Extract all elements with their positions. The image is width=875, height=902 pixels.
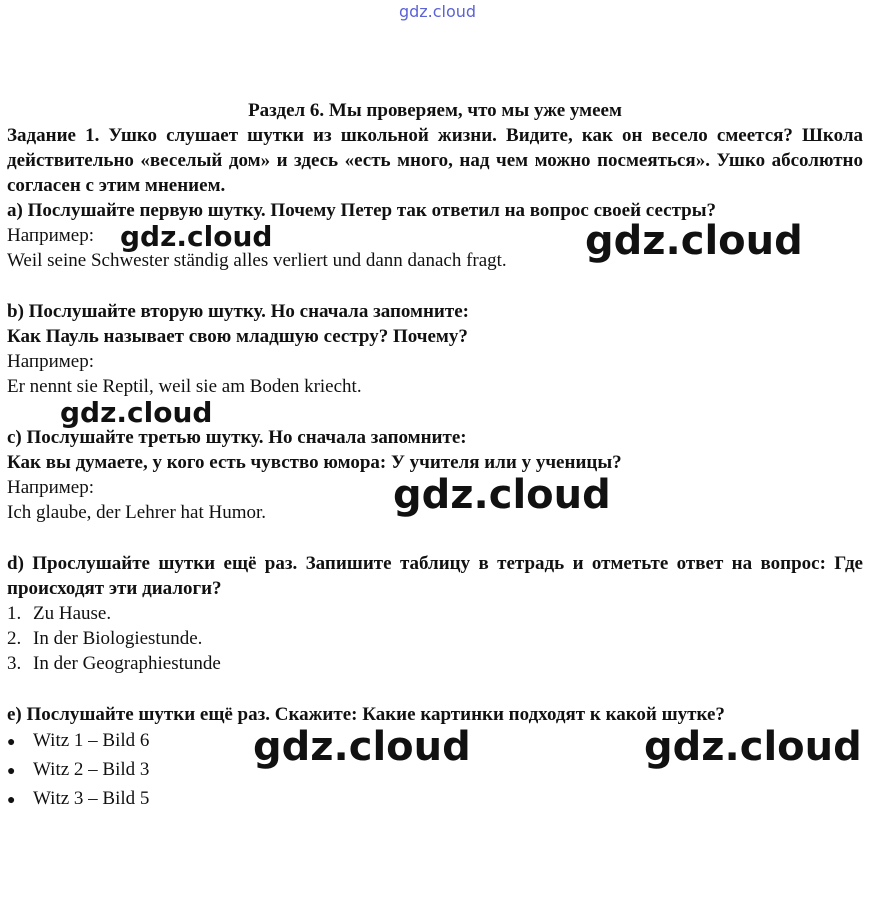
watermark: gdz.cloud (585, 218, 803, 264)
list-item-number: 1. (7, 603, 22, 624)
document-body (7, 98, 863, 814)
section-c-example-label: Например: (7, 477, 94, 498)
section-b-question: Как Пауль называет свою младшую сестру? Почему? (7, 326, 468, 347)
spacer (7, 525, 863, 551)
watermark: gdz.cloud (253, 724, 471, 770)
watermark: gdz.cloud (120, 220, 273, 253)
task-intro: Задание 1. Ушко слушает шутки из школьной жизни. Видите, как он весело смеется? Школа действительно «веселый дом» и здесь «есть много, над чем можно посмеяться». Ушко абсолютно согласен с этим мнением. (7, 125, 863, 196)
list-item-text: In der Geographiestunde (33, 653, 221, 674)
section-e-heading: e) Послушайте шутки ещё раз. Скажите: Какие картинки подходят к какой шутке? (7, 704, 725, 725)
spacer (7, 676, 863, 702)
list-item (7, 601, 863, 626)
section-c-answer: Ich glaube, der Lehrer hat Humor. (7, 502, 267, 523)
list-item-text: Witz 2 – Bild 3 (33, 759, 150, 780)
list-item (7, 626, 863, 651)
top-watermark: gdz.cloud (398, 2, 477, 21)
section-b (7, 299, 863, 399)
spacer (7, 273, 863, 299)
section-c-question: Как вы думаете, у кого есть чувство юмора: У учителя или у ученицы? (7, 452, 622, 473)
section-a-example-label: Например: (7, 225, 94, 246)
watermark: gdz.cloud (393, 472, 611, 518)
section-b-example-label: Например: (7, 351, 94, 372)
watermark: gdz.cloud (60, 396, 213, 429)
list-item-number: 3. (7, 653, 22, 674)
section-d-list (7, 601, 863, 676)
bullet-icon: ● (7, 735, 16, 750)
list-item-text: Zu Hause. (33, 603, 112, 624)
list-item-number: 2. (7, 628, 22, 649)
section-d (7, 551, 863, 676)
section-d-heading: d) Прослушайте шутки ещё раз. Запишите таблицу в тетрадь и отметьте ответ на вопрос: Где происходят эти диалоги? (7, 553, 863, 599)
list-item-text: In der Biologiestunde. (33, 628, 203, 649)
page-title: Раздел 6. Мы проверяем, что мы уже умеем (248, 100, 622, 121)
section-b-answer: Er nennt sie Reptil, weil sie am Boden kriecht. (7, 376, 362, 397)
watermark: gdz.cloud (644, 724, 862, 770)
section-a-answer: Weil seine Schwester ständig alles verliert und dann danach fragt. (7, 250, 507, 271)
list-item-text: Witz 1 – Bild 6 (33, 730, 150, 751)
bullet-icon: ● (7, 764, 16, 779)
section-b-heading: b) Послушайте вторую шутку. Но сначала запомните: (7, 301, 469, 322)
list-item-text: Witz 3 – Bild 5 (33, 788, 150, 809)
list-item (7, 785, 863, 814)
list-item (7, 651, 863, 676)
section-a-heading: a) Послушайте первую шутку. Почему Петер так ответил на вопрос своей сестры? (7, 200, 717, 221)
bullet-icon: ● (7, 793, 16, 808)
section-c-heading: c) Послушайте третью шутку. Но сначала запомните: (7, 427, 467, 448)
